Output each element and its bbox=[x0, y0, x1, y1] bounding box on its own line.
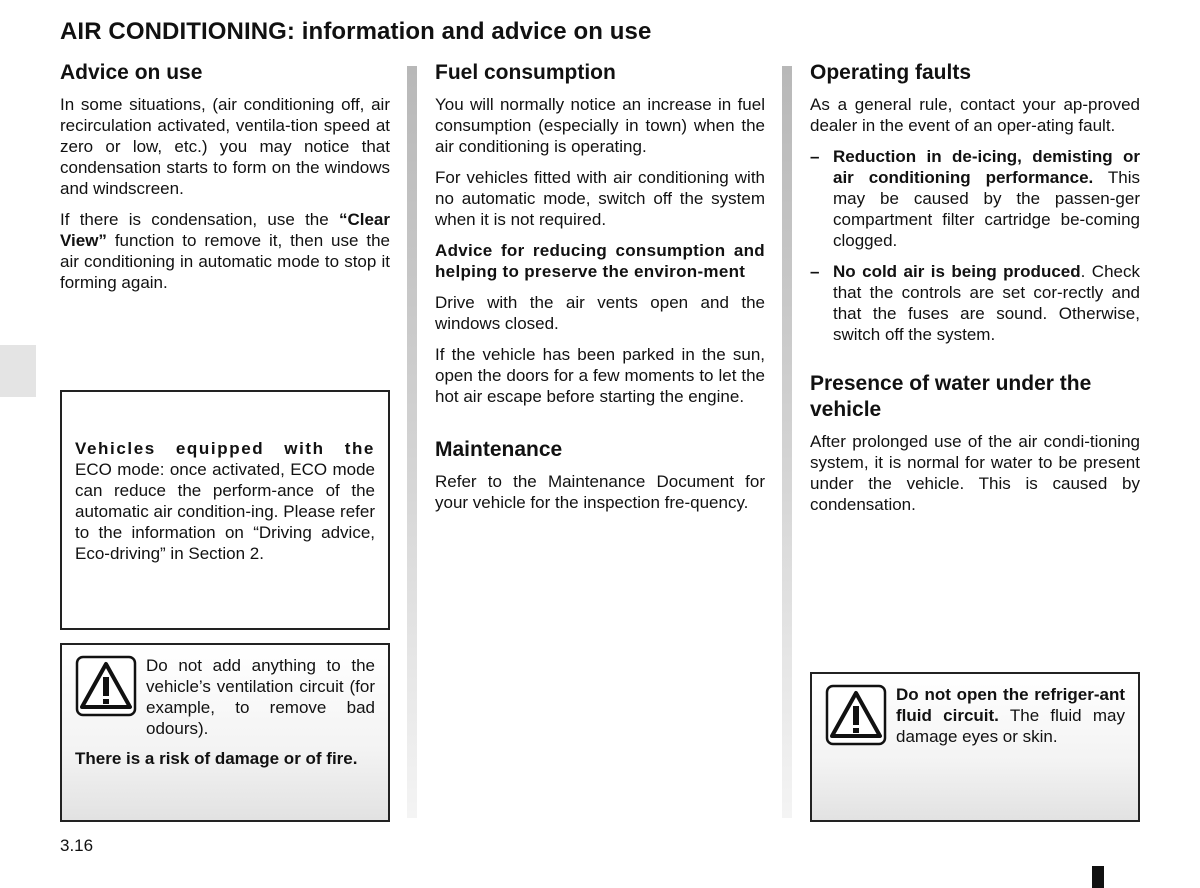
ventilation-warning-box bbox=[60, 643, 390, 822]
column-divider-left bbox=[407, 66, 417, 818]
warning-text bbox=[146, 655, 375, 739]
ventilation-warning-text: Do not add anything to the vehicle’s ventilation circuit (for example, to remove bad odours). bbox=[146, 656, 375, 738]
heading-water-under-vehicle: Presence of water under the vehicle bbox=[810, 372, 1092, 421]
chapter-tab bbox=[0, 345, 36, 397]
warning-row bbox=[75, 655, 375, 739]
paragraph-air-vents: Drive with the air vents open and the windows closed. bbox=[435, 293, 765, 333]
warning-triangle-icon bbox=[825, 684, 887, 746]
list-dash: – bbox=[810, 262, 820, 281]
page-title: AIR CONDITIONING: information and advice on use bbox=[60, 18, 652, 45]
paragraph-parked-sun: If the vehicle has been parked in the sun, open the doors for a few moments to let the hot air escape before starting the engine. bbox=[435, 345, 765, 406]
refrigerant-warning-text bbox=[896, 684, 1125, 747]
corner-mark bbox=[1092, 866, 1104, 888]
column-fuel-consumption bbox=[435, 60, 765, 523]
clear-view-label: “Clear View” bbox=[60, 210, 390, 250]
column-operating-faults bbox=[810, 60, 1140, 525]
paragraph-clear-view bbox=[60, 209, 390, 293]
list-item bbox=[810, 146, 1140, 251]
refrigerant-warning-box bbox=[810, 672, 1140, 822]
eco-note-bold: Vehicles equipped with the bbox=[75, 439, 375, 458]
eco-mode-note-box bbox=[60, 390, 390, 630]
fault-title: No cold air is being produced bbox=[833, 262, 1081, 281]
paragraph-maintenance: Refer to the Maintenance Document for your vehicle for the inspection fre-quency. bbox=[435, 472, 765, 512]
page-number: 3.16 bbox=[60, 836, 94, 855]
column-divider-right bbox=[782, 66, 792, 818]
heading-advice-reducing-consumption: Advice for reducing consumption and helping to preserve the environ-ment bbox=[435, 241, 765, 281]
column-advice-on-use bbox=[60, 60, 390, 303]
heading-fuel-consumption: Fuel consumption bbox=[435, 61, 616, 84]
list-dash: – bbox=[810, 147, 820, 166]
warning-row bbox=[825, 684, 1125, 747]
risk-warning: There is a risk of damage or of fire. bbox=[75, 749, 358, 768]
fault-text: This may be caused by the passen-ger compartment filter cartridge be-coming clogged. bbox=[833, 168, 1140, 250]
refrigerant-warning-bold: Do not open the refriger-ant fluid circuit. bbox=[896, 685, 1125, 725]
paragraph-switch-off: For vehicles fitted with air conditioning with no automatic mode, switch off the system when it is not required. bbox=[435, 168, 765, 229]
warning-triangle-icon bbox=[75, 655, 137, 717]
fault-list bbox=[810, 146, 1140, 345]
paragraph-contact-dealer: As a general rule, contact your ap-proved dealer in the event of an oper-ating fault. bbox=[810, 95, 1140, 135]
heading-maintenance: Maintenance bbox=[435, 438, 563, 461]
paragraph-fuel-increase: You will normally notice an increase in fuel consumption (especially in town) when the air conditioning is operating. bbox=[435, 95, 765, 156]
fault-title: Reduction in de-icing, demisting or air conditioning performance. bbox=[833, 147, 1140, 187]
heading-advice-on-use: Advice on use bbox=[60, 61, 203, 84]
text: If there is condensation, use the bbox=[60, 210, 339, 229]
warning-text bbox=[896, 684, 1125, 747]
fault-text: . Check that the controls are set cor-rectly and that the fuses are sound. Otherwise, switch off the system. bbox=[833, 262, 1140, 344]
eco-mode-note bbox=[75, 438, 375, 564]
text: function to remove it, then use the air conditioning in automatic mode to stop it forming again. bbox=[60, 231, 390, 292]
refrigerant-warning-rest: The fluid may damage eyes or skin. bbox=[896, 706, 1125, 746]
heading-operating-faults: Operating faults bbox=[810, 61, 972, 84]
paragraph-condensation: In some situations, (air conditioning off, air recirculation activated, ventila-tion speed at zero or low, etc.) you may notice that condensation starts to form on the windows and windscreen. bbox=[60, 95, 390, 198]
list-item bbox=[810, 261, 1140, 345]
paragraph-water-under-vehicle: After prolonged use of the air condi-tioning system, it is normal for water to be present under the vehicle. This is caused by condensation. bbox=[810, 432, 1140, 514]
eco-note-text: ECO mode: once activated, ECO mode can reduce the perform-ance of the automatic air condition-ing. Please refer to the information on “Driving advice, Eco-driving” in Section 2. bbox=[75, 460, 375, 563]
